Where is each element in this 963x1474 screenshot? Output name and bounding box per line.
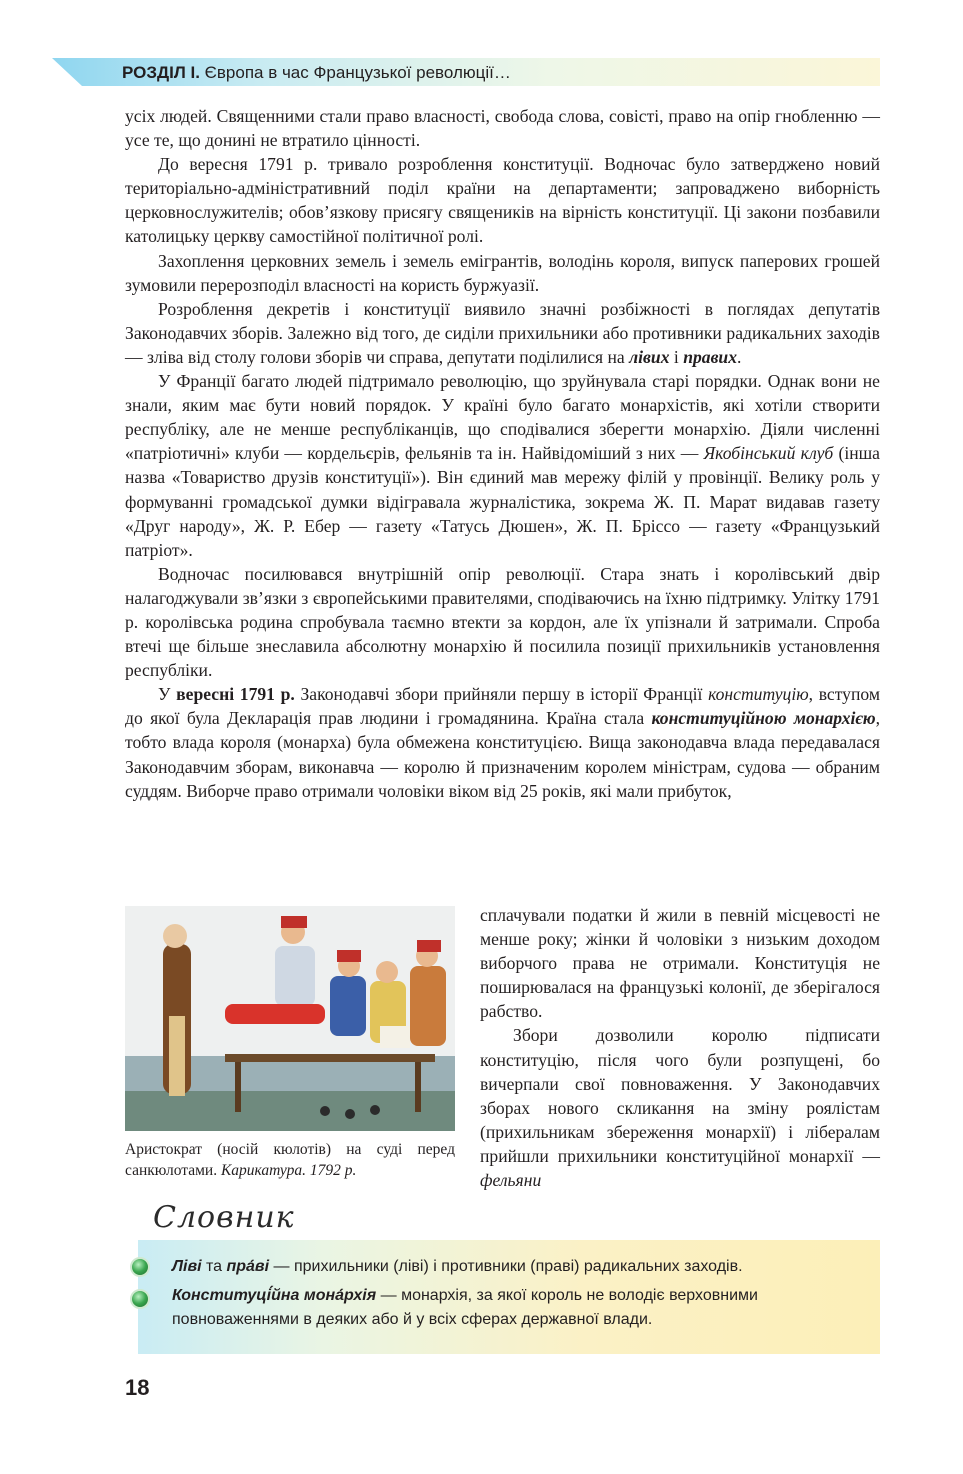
paragraph: сплачували податки й жили в певній місцевості не менше року; жінки й чоловіки з низьким доходом виборчого права не отримали. Конституція не поширювалася на французькі колонії, де зберігалося рабство. xyxy=(480,905,880,1022)
term-feuillants: фельяни xyxy=(480,1170,542,1191)
page-number: 18 xyxy=(125,1375,150,1400)
bullet-icon xyxy=(130,1289,150,1309)
figure-caption: Аристократ (носій кюлотів) на суді перед санкюлотами. Карикатура. 1792 р. xyxy=(125,1141,455,1179)
term-right: правих xyxy=(683,346,738,367)
figure-wrap-section xyxy=(125,903,880,1192)
paragraph: У вересні 1791 р. Законодавчі збори прийняли першу в історії Франції конституцію, вступом до якої була Декларація прав людини і громадянина. Країна стала конституційною монархією, тобто влада короля (монарха) була обмежена конституцією. Вища законодавча влада передавалася Законодавчим зборам, виконавча — королю й призначеним королем міністрам, судова — обраним суддям. Виборче право отримали чоловіки віком від 25 років, які мали прибуток, xyxy=(125,684,880,801)
paragraph: До вересня 1791 р. тривало розроблення конституції. Водночас було затверджено новий територіально-адміністративний поділ країни на департаменти; запроваджено виборність церковнослужителів; обов’язкову присягу священиків на вірність конституції. Ці закони позбавили католицьку церкву самостійної політичної ролі. xyxy=(125,154,880,247)
term-left: лівих xyxy=(629,346,670,367)
paragraph: Розроблення декретів і конституції виявило значні розбіжності в поглядах депутатів Законодавчих зборів. Залежно від того, де сиділи прихильники або противники радикальних заходів — зліва від столу голови зборів чи справа, депутати поділилися на лівих і правих. xyxy=(125,298,880,367)
term-constitutional-monarchy: конституційною монархією xyxy=(651,708,876,729)
dictionary-title: Словник xyxy=(153,1200,295,1235)
paragraph: У Франції багато людей підтримало революцію, що зруйнувала старі порядки. Однак вони не знали, яким має бути новий порядок. У країні було багато монархістів, які хотіли створити республіку, але не менше республіканців, що сподівалися зберегти монархію. Діяли численні «патріотичні» клуби — кордельєрів, фельянів та ін. Найвідоміший з них — Якобінський клуб (інша назва «Товариство друзів конституції»). Він єдиний мав мережу філій у провінції. Велику роль у формуванні громадської думки відігравала журналістика, зокрема Ж. П. Марат видавав газету «Друг народу», Ж. Р. Ебер — газету «Татусь Дюшен», Ж. П. Бріссо — газету «Французький патріот». xyxy=(125,371,880,560)
paragraph: Збори дозволили королю підписати конституцію, після чого були розпущені, бо вичерпали свої повноваження. У Законодавчих зборах нового скликання на зміну роялістам (прихильникам збереження монархії) і лібералам прийшли прихильники конституційної монархії — фельяни xyxy=(480,1025,880,1191)
paragraph: Водночас посилювався внутрішній опір революції. Стара знать і королівський двір налагоджували зв’язки з європейськими правителями, сподіваючись на їхню підтримку. Улітку 1791 р. королівська родина спробувала таємно втекти за кордон, але їх упізнали й затримали. Спроба втечі ще більше знеславила абсолютну монархію й посилила позиції прихильників установлення республіки. xyxy=(125,563,880,681)
paragraph: Захоплення церковних земель і земель емігрантів, володінь короля, випуск паперових грошей зумовили перерозподіл власності на користь буржуазії. xyxy=(125,250,880,295)
bullet-icon xyxy=(130,1257,150,1277)
date-highlight: вересні 1791 р. xyxy=(176,684,295,705)
dictionary-item: Ліві та пра́ві — прихильники (ліві) і противники (праві) радикальних заходів. xyxy=(172,1258,743,1275)
section-header xyxy=(122,58,511,86)
section-title: Європа в час Французької революції… xyxy=(204,63,511,82)
dictionary-item: Конституці́йна мона́рхія — монархія, за якої король не володіє верховними повноваженнями в деяких або й у всіх сферах державної влади. xyxy=(172,1287,758,1328)
caricature-illustration xyxy=(125,906,455,1131)
section-label: РОЗДІЛ І. xyxy=(122,63,200,82)
main-text xyxy=(125,104,880,803)
figure xyxy=(125,903,455,1181)
paragraph: усіх людей. Священними стали право власності, свобода слова, совісті, право на опір гнобленню — усе те, що донині не втратило цінності. xyxy=(125,106,880,151)
term-jacobin-club: Якобінський клуб xyxy=(703,443,834,464)
